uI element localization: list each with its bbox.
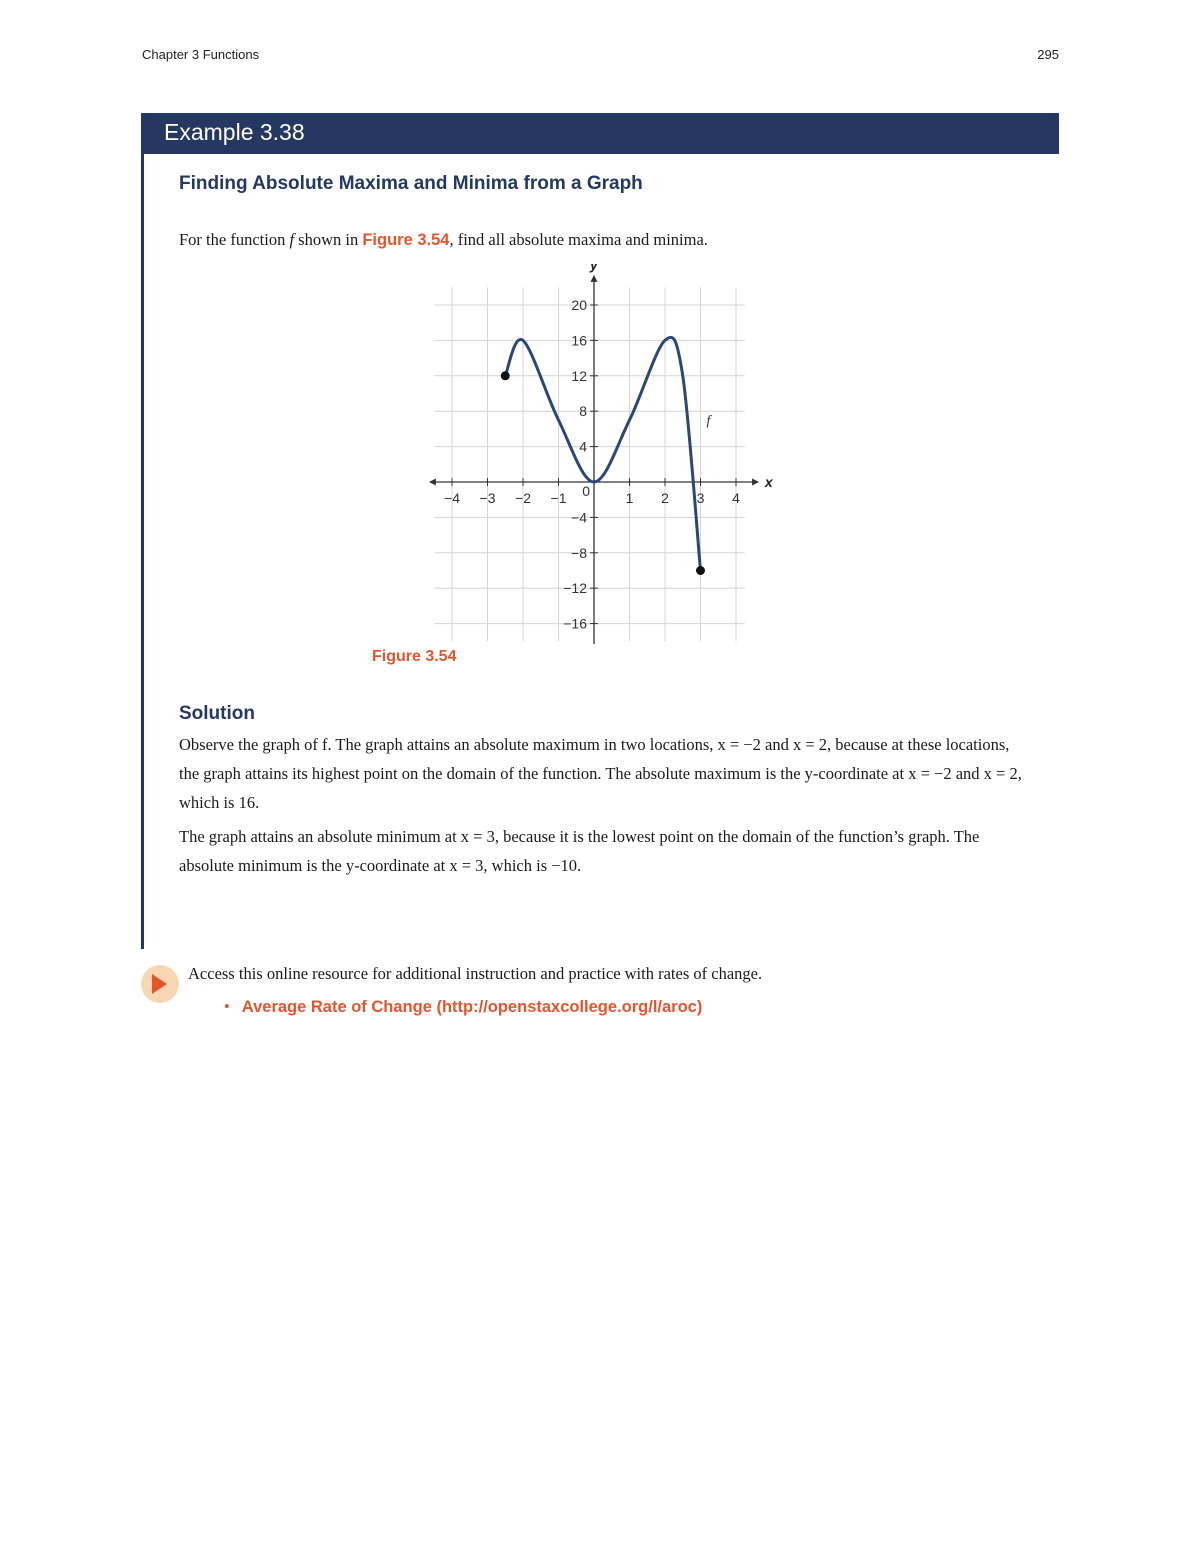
example-heading: Finding Absolute Maxima and Minima from a Graph bbox=[179, 173, 643, 194]
x-tick-label: −2 bbox=[515, 490, 531, 506]
example-left-rule bbox=[141, 154, 144, 949]
chapter-title: Chapter 3 Functions bbox=[142, 47, 260, 62]
prompt-f: f bbox=[289, 230, 295, 249]
function-curve bbox=[505, 337, 700, 570]
running-head bbox=[142, 47, 1059, 65]
resource-link[interactable]: Average Rate of Change (http://openstaxcollege.org/l/aroc) bbox=[241, 998, 703, 1016]
x-tick-label: 3 bbox=[696, 490, 705, 506]
endpoint-dot bbox=[501, 371, 510, 380]
y-axis-arrow-up bbox=[591, 275, 598, 282]
resource-list-item bbox=[224, 993, 702, 1021]
play-triangle bbox=[152, 974, 167, 994]
graph-svg bbox=[420, 264, 780, 644]
prompt-middle: shown in bbox=[294, 230, 363, 249]
play-icon[interactable] bbox=[141, 965, 179, 1003]
solution-heading: Solution bbox=[179, 703, 255, 724]
prompt-after: , find all absolute maxima and minima. bbox=[449, 230, 708, 249]
bullet-icon: • bbox=[224, 997, 230, 1016]
figure-link[interactable]: Figure 3.54 bbox=[362, 231, 450, 249]
figure-caption: Figure 3.54 bbox=[372, 648, 457, 665]
y-tick-label: 8 bbox=[579, 403, 587, 420]
x-tick-label: 2 bbox=[661, 490, 669, 506]
prompt-before: For the function bbox=[179, 230, 290, 249]
y-tick-label: −4 bbox=[571, 509, 587, 526]
y-tick-label: −8 bbox=[571, 544, 587, 561]
y-tick-label: 16 bbox=[571, 332, 587, 349]
solution-paragraph-2: The graph attains an absolute minimum at x = 3, because it is the lowest point on the domain of the function’s graph. The absolute minimum is the y-coordinate at x = 3, which is −10. bbox=[179, 827, 980, 875]
solution-paragraph-1: Observe the graph of f. The graph attains an absolute maximum in two locations, x = −2 and x = 2, because at these locations, the graph attains its highest point on the domain of the function. The absolute maximum is the y-coordinate at x = −2 and x = 2, which is 16. bbox=[179, 735, 1022, 812]
x-axis-arrow-left bbox=[429, 479, 436, 486]
x-axis-label: x bbox=[764, 474, 773, 490]
y-tick-label: −16 bbox=[563, 615, 587, 632]
x-tick-label: 0 bbox=[582, 483, 590, 499]
x-tick-label: −4 bbox=[444, 490, 460, 506]
y-axis-label: y bbox=[590, 264, 598, 273]
x-tick-label: 1 bbox=[625, 490, 634, 506]
example-label: Example 3.38 bbox=[164, 119, 305, 145]
endpoint-dot bbox=[696, 566, 705, 575]
x-tick-label: −3 bbox=[479, 490, 496, 506]
example-header bbox=[141, 113, 1059, 154]
x-tick-label: −1 bbox=[550, 490, 567, 506]
media-text: Access this online resource for additional instruction and practice with rates of change. bbox=[188, 964, 763, 983]
figure-graph bbox=[420, 264, 780, 644]
y-tick-label: 20 bbox=[571, 297, 587, 313]
x-tick-label: 4 bbox=[732, 490, 740, 506]
x-axis-arrow-right bbox=[752, 479, 759, 486]
example-prompt bbox=[179, 225, 1024, 255]
y-tick-label: 4 bbox=[579, 438, 587, 455]
y-tick-label: −12 bbox=[563, 580, 587, 597]
y-tick-label: 12 bbox=[571, 367, 587, 384]
curve-label: f bbox=[706, 413, 711, 429]
page-number: 295 bbox=[1037, 47, 1059, 62]
